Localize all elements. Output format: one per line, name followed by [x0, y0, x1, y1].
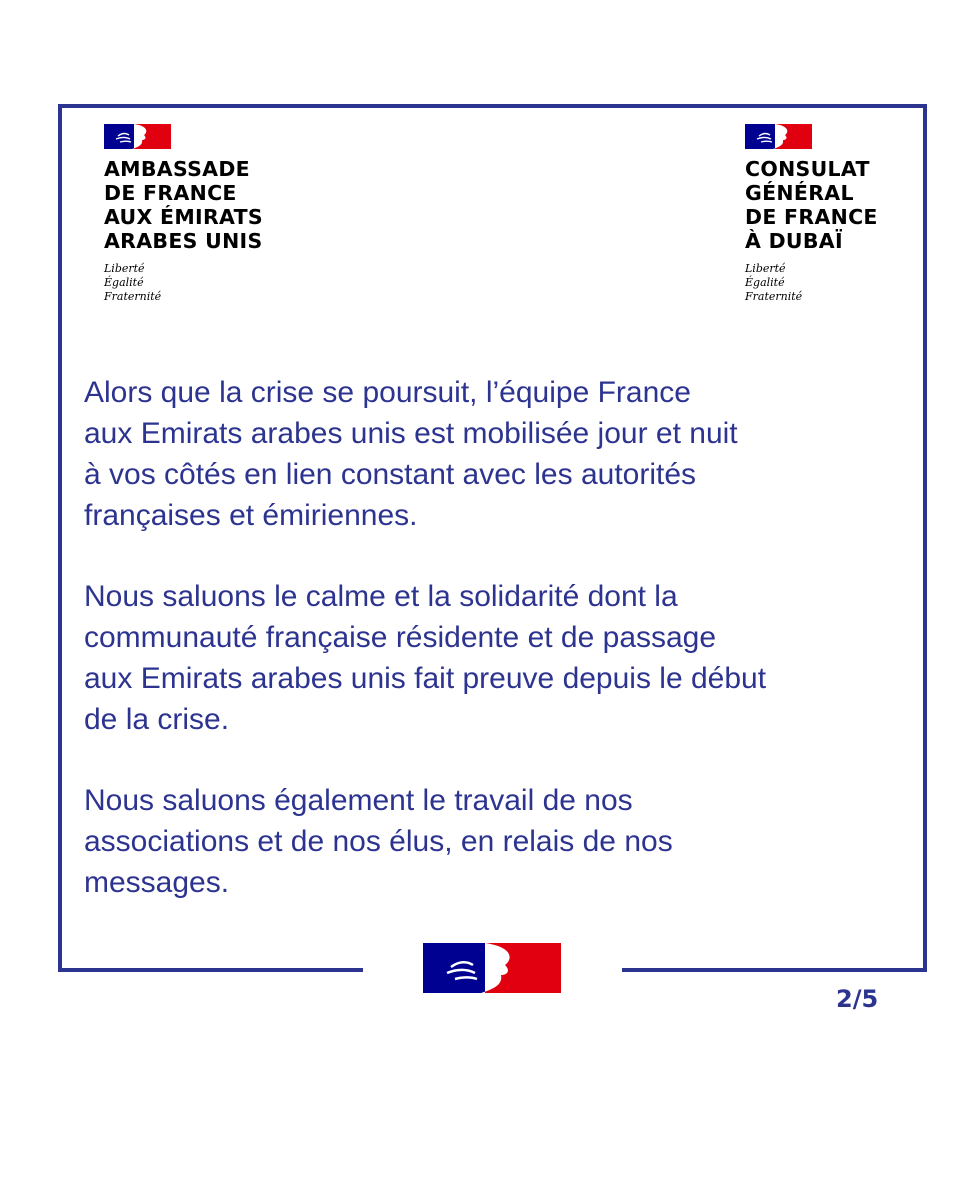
marianne-icon — [423, 943, 561, 993]
motto-line: Égalité — [745, 276, 785, 289]
motto-line: Égalité — [104, 276, 144, 289]
consulate-logo — [745, 124, 878, 304]
consulate-title — [745, 157, 878, 253]
paragraph-line: messages. — [84, 866, 230, 899]
embassy-logo — [104, 124, 263, 304]
paragraph — [84, 780, 914, 903]
paragraph-line: associations et de nos élus, en relais de nos — [84, 825, 673, 858]
embassy-title-line: AUX ÉMIRATS — [104, 205, 263, 229]
paragraph — [84, 576, 914, 740]
embassy-title — [104, 157, 263, 253]
motto-line: Liberté — [745, 262, 786, 275]
paragraph-line: communauté française résidente et de passage — [84, 621, 717, 654]
paragraph-line: de la crise. — [84, 703, 230, 736]
consulate-title-line: À DUBAÏ — [745, 229, 843, 253]
consulate-motto — [745, 262, 878, 304]
consulate-title-line: CONSULAT — [745, 157, 870, 181]
frame-bottom-line-right — [622, 968, 927, 972]
motto-line: Fraternité — [104, 290, 162, 303]
embassy-title-line: DE FRANCE — [104, 181, 237, 205]
paragraph-line: à vos côtés en lien constant avec les autorités — [84, 458, 697, 491]
embassy-title-line: AMBASSADE — [104, 157, 250, 181]
marianne-icon — [104, 124, 171, 149]
paragraph-line: Nous saluons également le travail de nos — [84, 784, 633, 817]
motto-line: Liberté — [104, 262, 145, 275]
paragraph-line: Nous saluons le calme et la solidarité dont la — [84, 580, 678, 613]
embassy-motto — [104, 262, 263, 304]
paragraph-line: aux Emirats arabes unis est mobilisée jour et nuit — [84, 417, 738, 450]
paragraph-line: Alors que la crise se poursuit, l’équipe France — [84, 376, 691, 409]
embassy-title-line: ARABES UNIS — [104, 229, 263, 253]
message-body — [84, 372, 914, 943]
motto-line: Fraternité — [745, 290, 803, 303]
frame-bottom-line-left — [58, 968, 363, 972]
paragraph-line: aux Emirats arabes unis fait preuve depuis le début — [84, 662, 767, 695]
page-number: 2/5 — [836, 985, 879, 1013]
paragraph — [84, 372, 914, 536]
consulate-title-line: GÉNÉRAL — [745, 181, 854, 205]
consulate-title-line: DE FRANCE — [745, 205, 878, 229]
marianne-icon — [745, 124, 812, 149]
paragraph-line: françaises et émiriennes. — [84, 499, 418, 532]
